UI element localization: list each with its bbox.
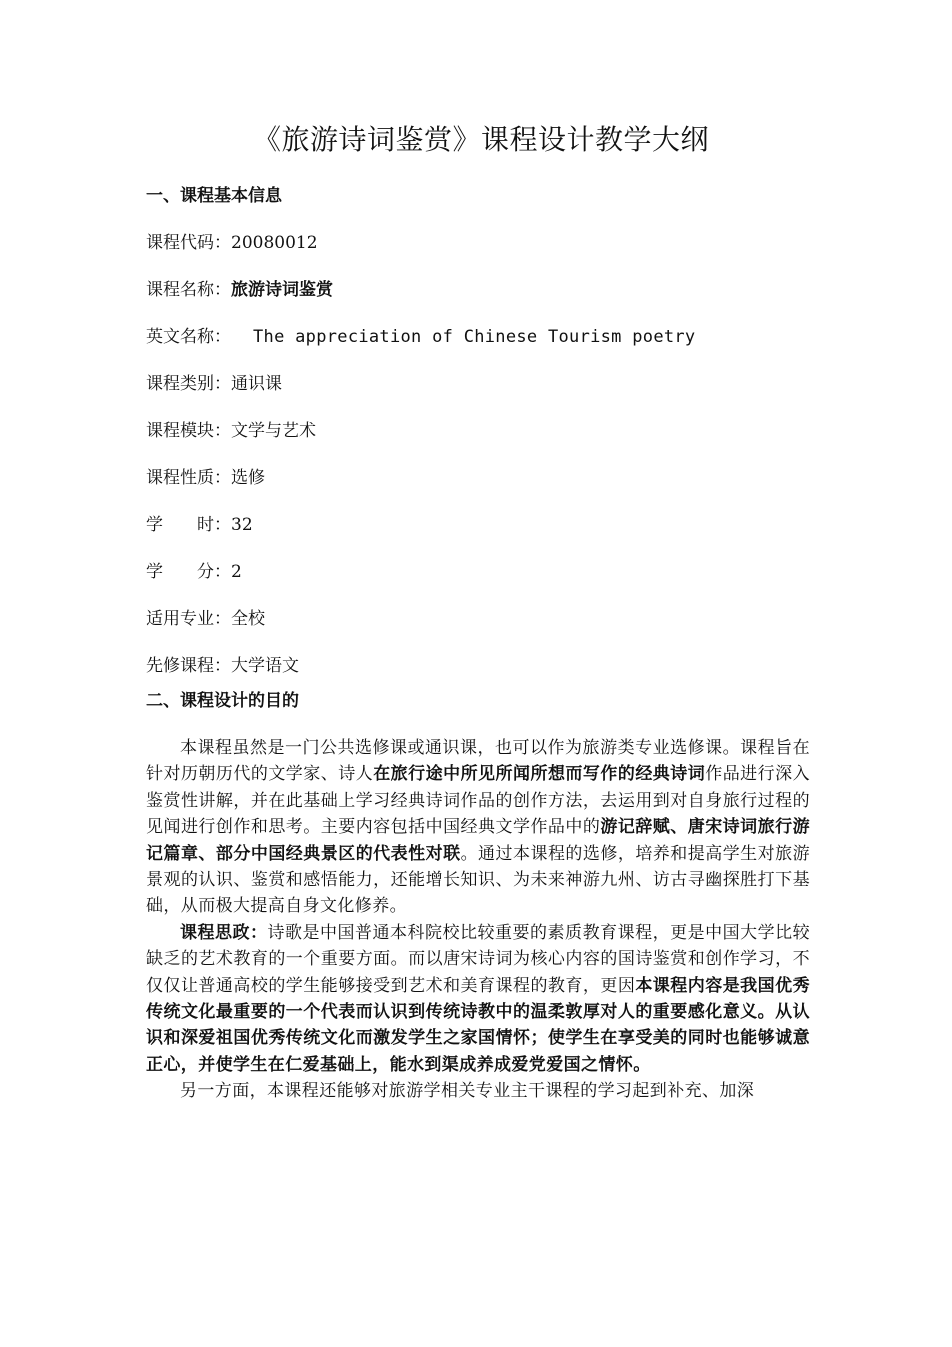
info-value: The appreciation of Chinese Tourism poetry	[253, 327, 696, 347]
info-value: 通识课	[231, 374, 282, 394]
paragraph-text: 。通过本课程的选修，培养和提高学生对旅游景观的认识、鉴赏和感悟能力，还能增长知识、为未来神游九州、访古寻幽探胜打下基础，从而极大提高自身文化修养。	[146, 843, 810, 917]
info-value: 选修	[231, 468, 265, 488]
paragraph-text: 本课程虽然是一门公共选修课或通识课，也可以作为旅游类专业选修课。课程旨在针对历朝历代的文学家、诗人	[146, 738, 810, 785]
document-title: 《旅游诗词鉴赏》课程设计教学大纲	[252, 123, 709, 156]
course-info-row	[146, 466, 810, 490]
ideology-paragraph	[146, 920, 810, 1078]
paragraph-bold-text: 本课程内容是我国优秀传统文化最重要的一个代表而认识到传统诗教中的温柔敦厚对人的重要感化意义。从认识和深爱祖国优秀传统文化而激发学生之家国情怀；使学生在享受美的同时也能够诚意正心，并使学生在仁爱基础上，能水到渠成养成爱党爱国之情怀。	[146, 975, 811, 1075]
info-value: 20080012	[231, 233, 318, 253]
paragraph-bold-text: 在旅行途中所见所闻所想而写作的经典诗词	[373, 764, 706, 785]
info-label: 学 分：	[146, 562, 231, 582]
info-label: 课程模块：	[146, 421, 231, 441]
info-label: 课程类别：	[146, 374, 231, 394]
info-value: 大学语文	[231, 656, 299, 676]
purpose-paragraph-1	[146, 735, 810, 920]
paragraph-text: 诗歌是中国普通本科院校比较重要的素质教育课程，更是中国大学比较缺乏的艺术教育的一个重要方面。而以唐宋诗词为核心内容的国诗鉴赏和创作学习，不仅仅让普通高校的学生能够接受到艺术和美育课程的教育，更因	[146, 922, 810, 996]
paragraph-text: 另一方面，本课程还能够对旅游学相关专业主干课程的学习起到补充、加深	[180, 1081, 755, 1102]
course-info-row	[146, 560, 810, 584]
info-label: 适用专业：	[146, 609, 231, 629]
section-heading-purpose: 二、课程设计的目的	[146, 691, 299, 711]
info-value: 32	[231, 515, 253, 535]
course-info-row	[146, 231, 810, 255]
course-info-row	[146, 607, 810, 631]
info-label: 课程名称：	[146, 280, 231, 300]
course-info-row	[146, 513, 810, 537]
info-value: 2	[231, 562, 242, 582]
course-info-row	[146, 654, 810, 678]
course-info-row	[146, 325, 810, 349]
info-value: 全校	[231, 609, 265, 629]
info-label: 课程代码：	[146, 233, 231, 253]
course-info-row	[146, 372, 810, 396]
info-value: 文学与艺术	[231, 421, 316, 441]
info-value: 旅游诗词鉴赏	[231, 280, 333, 300]
info-label: 课程性质：	[146, 468, 231, 488]
paragraph-bold-text: 游记辞赋、唐宋诗词旅行游记篇章、部分中国经典景区的代表性对联	[146, 817, 810, 864]
course-info-row	[146, 278, 810, 302]
course-info-row	[146, 419, 810, 443]
paragraph-text: 作品进行深入鉴赏性讲解，并在此基础上学习经典诗词作品的创作方法，去运用到对自身旅行过程的见闻进行创作和思考。主要内容包括中国经典文学作品中的	[146, 764, 810, 838]
course-info-list	[146, 231, 810, 678]
info-label: 先修课程：	[146, 656, 231, 676]
purpose-paragraph-3	[146, 1078, 810, 1104]
info-label: 英文名称：	[146, 327, 231, 347]
document-page	[146, 118, 810, 1105]
info-label: 学 时：	[146, 515, 231, 535]
paragraph-bold-label: 课程思政：	[180, 922, 268, 943]
section-heading-basic-info: 一、课程基本信息	[146, 186, 282, 206]
